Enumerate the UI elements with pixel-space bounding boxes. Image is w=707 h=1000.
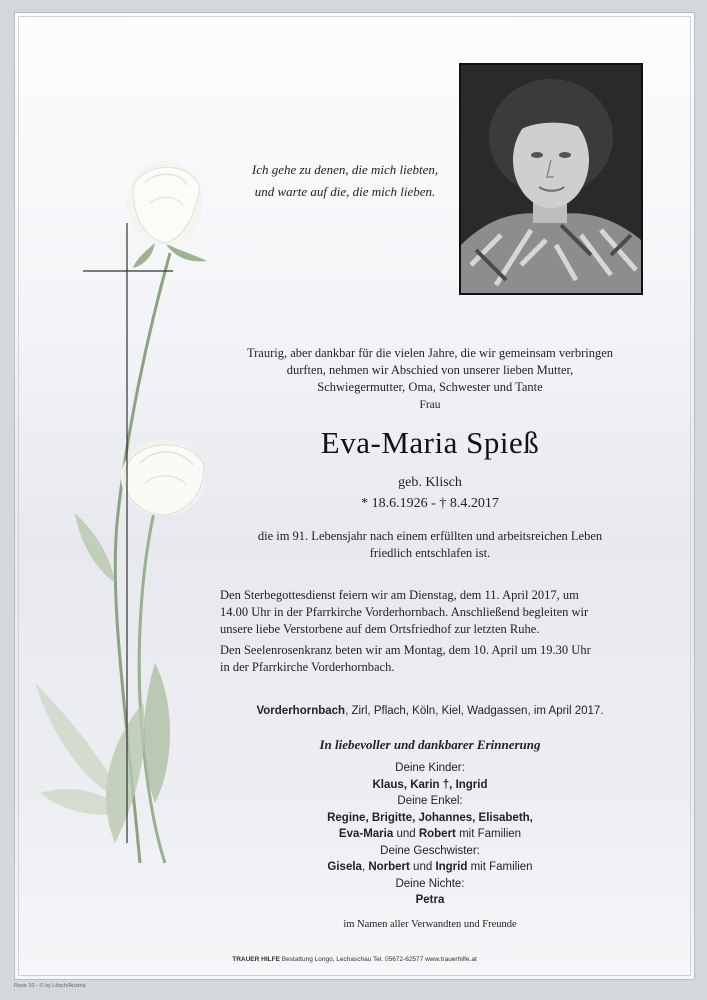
- connector-text: ,: [361, 861, 369, 873]
- parte-card: [14, 12, 695, 980]
- footer-text: Bestattung Longo, Lechaschau Tel. 05672-62577 www.trauerhilfe.at: [279, 956, 477, 963]
- sibling-name: Gisela: [327, 861, 362, 873]
- rosary-line: in der Pfarrkirche Vorderhornbach.: [220, 660, 395, 674]
- place-town: Vorderhornbach: [256, 705, 346, 717]
- sibling-name: Ingrid: [435, 861, 468, 873]
- rosary-line: Den Seelenrosenkranz beten wir am Montag, dem 10. April um 19.30 Uhr: [220, 643, 591, 657]
- grandchildren-names-2: [220, 826, 640, 843]
- quote-line: Ich gehe zu denen, die mich liebten,: [251, 162, 439, 177]
- quote-line: und warte auf die, die mich lieben.: [254, 184, 436, 199]
- passing-line: friedlich entschlafen ist.: [369, 546, 491, 560]
- siblings-names: [220, 859, 640, 876]
- grandchild-name: Robert: [418, 828, 456, 840]
- deceased-details: [220, 472, 640, 514]
- salutation: Frau: [419, 399, 441, 411]
- grandchildren-label: Deine Enkel:: [397, 795, 463, 807]
- portrait-photo: [459, 63, 643, 295]
- life-dates: * 18.6.1926 - † 8.4.2017: [361, 496, 499, 511]
- mourners-list: [220, 760, 640, 909]
- rosary-text: [220, 642, 640, 676]
- footer-brand: TRAUER HILFE: [232, 956, 280, 963]
- grandchild-name: Eva-Maria: [338, 828, 394, 840]
- siblings-label: Deine Geschwister:: [380, 844, 480, 857]
- service-line: Den Sterbegottesdienst feiern wir am Dienstag, dem 11. April 2017, um: [220, 588, 579, 602]
- intro-line: durften, nehmen wir Abschied von unserer lieben Mutter,: [286, 363, 574, 377]
- service-line: 14.00 Uhr in der Pfarrkirche Vorderhornbach. Anschließend begleiten wir: [220, 605, 589, 619]
- footer-credit: [15, 956, 694, 963]
- passing-text: [220, 528, 640, 562]
- children-label: Deine Kinder:: [395, 762, 465, 774]
- connector-text: mit Familien: [467, 861, 533, 873]
- maiden-name: geb. Klisch: [398, 475, 462, 490]
- remembrance-heading: In liebevoller und dankbarer Erinnerung: [319, 737, 541, 752]
- corner-note: Rose 10 - © by Lösch/Austria: [14, 983, 86, 989]
- connector-text: mit Familien: [455, 828, 522, 840]
- memorial-quote: [240, 159, 450, 203]
- intro-line: Schwiegermutter, Oma, Schwester und Tante: [317, 380, 543, 394]
- funeral-service-text: [220, 587, 640, 638]
- cross-icon: [83, 223, 173, 843]
- closing-line: im Namen aller Verwandten und Freunde: [343, 919, 517, 930]
- sibling-name: Norbert: [368, 861, 410, 873]
- children-names: Klaus, Karin †, Ingrid: [372, 778, 488, 791]
- connector-text: und: [409, 861, 436, 873]
- portrait-image: [461, 65, 641, 293]
- place-and-date: [220, 703, 640, 720]
- grandchildren-names: Regine, Brigitte, Johannes, Elisabeth,: [327, 811, 533, 824]
- niece-name: Petra: [415, 894, 445, 906]
- deceased-name: Eva-Maria Spieß: [320, 425, 540, 460]
- intro-text: [220, 345, 640, 414]
- service-line: unsere liebe Verstorbene auf dem Ortsfriedhof zur letzten Ruhe.: [220, 622, 540, 636]
- niece-label: Deine Nichte:: [395, 877, 465, 890]
- place-rest: , Zirl, Pflach, Köln, Kiel, Wadgassen, im April 2017.: [345, 705, 604, 717]
- passing-line: die im 91. Lebensjahr nach einem erfüllten und arbeitsreichen Leben: [257, 529, 603, 543]
- connector-text: und: [393, 828, 419, 840]
- intro-line: Traurig, aber dankbar für die vielen Jahre, die wir gemeinsam verbringen: [246, 346, 614, 360]
